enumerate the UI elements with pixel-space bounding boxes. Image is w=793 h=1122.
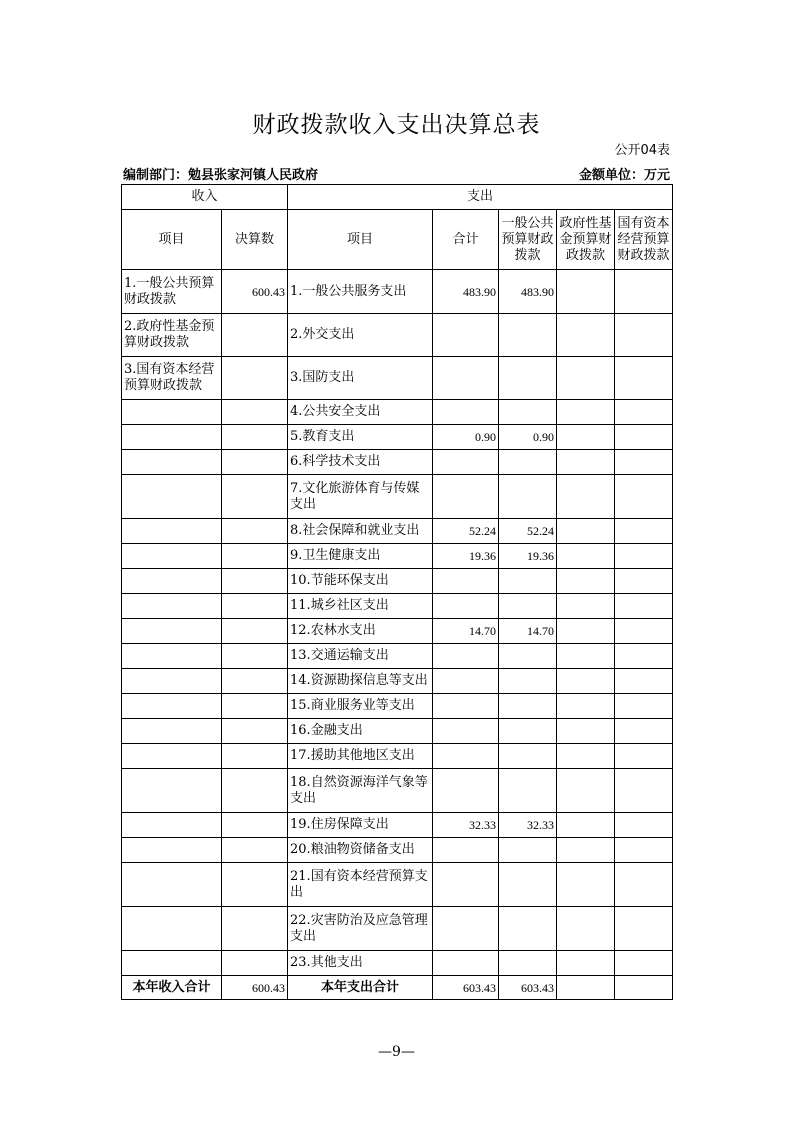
table-row [122, 569, 673, 594]
table-row [122, 270, 673, 314]
expense-total-cell [433, 644, 499, 669]
income-item [122, 644, 222, 669]
fund-budget-cell [557, 669, 615, 694]
income-amount [222, 619, 288, 644]
income-amount [222, 907, 288, 951]
fund-budget-cell [557, 769, 615, 813]
expense-total-cell [433, 907, 499, 951]
budget-amount-header: 决算数 [222, 210, 288, 270]
expense-item: 4.公共安全支出 [288, 400, 433, 425]
table-row [122, 425, 673, 450]
state-capital-cell [615, 357, 673, 400]
expense-total-cell: 14.70 [433, 619, 499, 644]
expense-total-cell [433, 744, 499, 769]
expense-total-capital [615, 976, 673, 1000]
expense-total-cell [433, 475, 499, 519]
income-amount [222, 694, 288, 719]
state-capital-cell [615, 669, 673, 694]
table-row [122, 907, 673, 951]
income-item-header: 项目 [122, 210, 222, 270]
income-amount [222, 475, 288, 519]
expense-item: 14.资源勘探信息等支出 [288, 669, 433, 694]
fund-budget-cell [557, 544, 615, 569]
general-budget-cell: 32.33 [499, 813, 557, 838]
expense-item: 6.科学技术支出 [288, 450, 433, 475]
income-item [122, 838, 222, 863]
general-budget-cell [499, 644, 557, 669]
state-capital-cell [615, 314, 673, 357]
fund-budget-cell [557, 357, 615, 400]
table-row [122, 669, 673, 694]
table-row [122, 863, 673, 907]
general-budget-cell [499, 669, 557, 694]
expense-total-cell [433, 400, 499, 425]
income-item [122, 719, 222, 744]
fund-budget-cell [557, 425, 615, 450]
expense-item: 9.卫生健康支出 [288, 544, 433, 569]
income-item [122, 594, 222, 619]
income-header: 收入 [122, 185, 288, 210]
form-number: 公开04表 [614, 143, 670, 158]
state-capital-cell [615, 863, 673, 907]
income-amount [222, 569, 288, 594]
income-item [122, 669, 222, 694]
income-amount [222, 425, 288, 450]
expense-total-cell [433, 569, 499, 594]
income-item [122, 475, 222, 519]
expense-item: 11.城乡社区支出 [288, 594, 433, 619]
income-amount [222, 644, 288, 669]
income-amount [222, 813, 288, 838]
state-capital-cell [615, 644, 673, 669]
expense-item: 12.农林水支出 [288, 619, 433, 644]
expense-item: 23.其他支出 [288, 951, 433, 976]
income-total-amount: 600.43 [222, 976, 288, 1000]
expense-total-cell [433, 769, 499, 813]
table-row [122, 400, 673, 425]
expense-item: 18.自然资源海洋气象等支出 [288, 769, 433, 813]
table-row [122, 450, 673, 475]
expense-item: 22.灾害防治及应急管理支出 [288, 907, 433, 951]
general-budget-cell [499, 838, 557, 863]
table-row [122, 475, 673, 519]
general-budget-cell: 52.24 [499, 519, 557, 544]
fund-budget-cell [557, 907, 615, 951]
state-capital-cell [615, 907, 673, 951]
income-total-label: 本年收入合计 [122, 976, 222, 1000]
expense-total-fund [557, 976, 615, 1000]
expense-total-cell [433, 863, 499, 907]
state-capital-cell [615, 270, 673, 314]
expense-total-cell [433, 357, 499, 400]
fund-budget-cell [557, 644, 615, 669]
income-item [122, 951, 222, 976]
state-capital-cell [615, 544, 673, 569]
income-amount [222, 863, 288, 907]
income-amount [222, 314, 288, 357]
general-budget-header: 一般公共预算财政拨款 [499, 210, 557, 270]
table-row [122, 719, 673, 744]
expense-header: 支出 [288, 185, 673, 210]
expense-total-cell: 19.36 [433, 544, 499, 569]
table-row [122, 813, 673, 838]
general-budget-cell [499, 569, 557, 594]
page-title: 财政拨款收入支出决算总表 [252, 112, 541, 138]
state-capital-cell [615, 594, 673, 619]
income-amount [222, 669, 288, 694]
expense-item: 8.社会保障和就业支出 [288, 519, 433, 544]
general-budget-cell [499, 450, 557, 475]
fund-budget-cell [557, 619, 615, 644]
general-budget-cell: 14.70 [499, 619, 557, 644]
income-amount [222, 769, 288, 813]
fund-budget-cell [557, 450, 615, 475]
expense-item: 1.一般公共服务支出 [288, 270, 433, 314]
general-budget-cell [499, 357, 557, 400]
income-item [122, 450, 222, 475]
income-item [122, 694, 222, 719]
expense-total-cell [433, 669, 499, 694]
expense-total-cell [433, 951, 499, 976]
state-capital-cell [615, 838, 673, 863]
expense-total-cell: 0.90 [433, 425, 499, 450]
expense-item: 17.援助其他地区支出 [288, 744, 433, 769]
expense-item: 13.交通运输支出 [288, 644, 433, 669]
general-budget-cell [499, 769, 557, 813]
general-budget-cell [499, 907, 557, 951]
table-row [122, 694, 673, 719]
table-row [122, 594, 673, 619]
table-row [122, 744, 673, 769]
general-budget-cell: 19.36 [499, 544, 557, 569]
department-label: 编制部门：勉县张家河镇人民政府 [123, 168, 319, 183]
general-budget-cell [499, 694, 557, 719]
table-row [122, 519, 673, 544]
expense-item: 20.粮油物资储备支出 [288, 838, 433, 863]
income-item [122, 813, 222, 838]
page-number: —9— [378, 1044, 415, 1060]
income-amount [222, 400, 288, 425]
state-capital-cell [615, 813, 673, 838]
general-budget-cell [499, 863, 557, 907]
expense-total-cell [433, 694, 499, 719]
income-amount [222, 719, 288, 744]
income-item [122, 519, 222, 544]
income-item: 2.政府性基金预算财政拨款 [122, 314, 222, 357]
general-budget-cell: 0.90 [499, 425, 557, 450]
fund-budget-cell [557, 813, 615, 838]
general-budget-cell [499, 314, 557, 357]
budget-table [121, 184, 673, 1000]
income-amount [222, 838, 288, 863]
fund-budget-cell [557, 744, 615, 769]
state-capital-cell [615, 694, 673, 719]
income-item [122, 619, 222, 644]
general-budget-cell [499, 400, 557, 425]
income-item [122, 744, 222, 769]
expense-item: 15.商业服务业等支出 [288, 694, 433, 719]
expense-total-cell [433, 314, 499, 357]
table-row [122, 838, 673, 863]
state-capital-cell [615, 400, 673, 425]
income-item: 3.国有资本经营预算财政拨款 [122, 357, 222, 400]
table-row [122, 951, 673, 976]
expense-item: 3.国防支出 [288, 357, 433, 400]
table-row [122, 544, 673, 569]
fund-budget-header: 政府性基金预算财政拨款 [557, 210, 615, 270]
table-row [122, 619, 673, 644]
state-capital-cell [615, 719, 673, 744]
fund-budget-cell [557, 475, 615, 519]
expense-total-general: 603.43 [499, 976, 557, 1000]
expense-total-cell [433, 838, 499, 863]
income-item [122, 907, 222, 951]
fund-budget-cell [557, 594, 615, 619]
fund-budget-cell [557, 838, 615, 863]
expense-total-cell: 483.90 [433, 270, 499, 314]
income-amount [222, 951, 288, 976]
income-amount [222, 357, 288, 400]
general-budget-cell [499, 594, 557, 619]
income-item [122, 400, 222, 425]
expense-item: 21.国有资本经营预算支出 [288, 863, 433, 907]
fund-budget-cell [557, 569, 615, 594]
state-capital-cell [615, 519, 673, 544]
income-item [122, 569, 222, 594]
expense-total-cell: 52.24 [433, 519, 499, 544]
income-amount [222, 450, 288, 475]
state-capital-cell [615, 475, 673, 519]
fund-budget-cell [557, 519, 615, 544]
table-row [122, 314, 673, 357]
state-capital-cell [615, 450, 673, 475]
expense-total-cell [433, 719, 499, 744]
fund-budget-cell [557, 863, 615, 907]
expense-total-cell [433, 594, 499, 619]
general-budget-cell [499, 744, 557, 769]
fund-budget-cell [557, 270, 615, 314]
expense-total-cell: 32.33 [433, 813, 499, 838]
state-capital-cell [615, 425, 673, 450]
state-capital-cell [615, 744, 673, 769]
expense-item: 10.节能环保支出 [288, 569, 433, 594]
general-budget-cell: 483.90 [499, 270, 557, 314]
state-capital-cell [615, 951, 673, 976]
state-capital-cell [615, 769, 673, 813]
income-amount [222, 519, 288, 544]
expense-item: 16.金融支出 [288, 719, 433, 744]
total-header: 合计 [433, 210, 499, 270]
expense-item: 2.外交支出 [288, 314, 433, 357]
expense-total: 603.43 [433, 976, 499, 1000]
income-item [122, 769, 222, 813]
expense-item-header: 项目 [288, 210, 433, 270]
fund-budget-cell [557, 314, 615, 357]
state-capital-header: 国有资本经营预算财政拨款 [615, 210, 673, 270]
unit-label: 金额单位：万元 [578, 168, 670, 183]
income-amount [222, 744, 288, 769]
fund-budget-cell [557, 951, 615, 976]
state-capital-cell [615, 619, 673, 644]
expense-item: 19.住房保障支出 [288, 813, 433, 838]
fund-budget-cell [557, 400, 615, 425]
income-item: 1.一般公共预算财政拨款 [122, 270, 222, 314]
table-row [122, 644, 673, 669]
expense-total-cell [433, 450, 499, 475]
state-capital-cell [615, 569, 673, 594]
income-amount: 600.43 [222, 270, 288, 314]
expense-item: 7.文化旅游体育与传媒支出 [288, 475, 433, 519]
expense-total-label: 本年支出合计 [288, 976, 433, 1000]
table-row [122, 357, 673, 400]
income-amount [222, 544, 288, 569]
income-item [122, 863, 222, 907]
expense-item: 5.教育支出 [288, 425, 433, 450]
fund-budget-cell [557, 719, 615, 744]
income-item [122, 425, 222, 450]
general-budget-cell [499, 719, 557, 744]
general-budget-cell [499, 951, 557, 976]
table-row [122, 769, 673, 813]
fund-budget-cell [557, 694, 615, 719]
income-item [122, 544, 222, 569]
income-amount [222, 594, 288, 619]
general-budget-cell [499, 475, 557, 519]
